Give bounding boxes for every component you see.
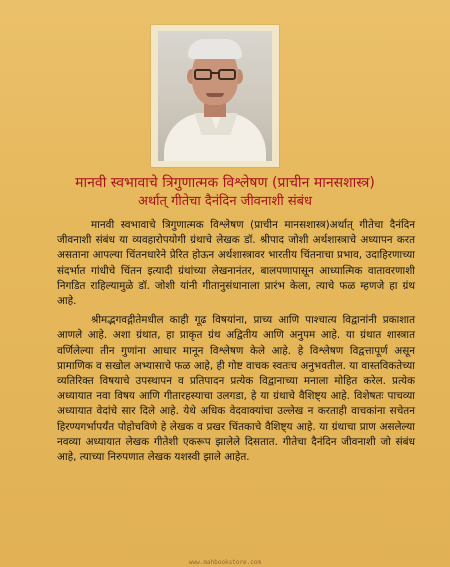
book-title: मानवी स्वभावाचे त्रिगुणात्मक विश्लेषण (प्राचीन मानसशास्त्र) — [75, 175, 375, 191]
author-photo — [158, 31, 272, 161]
author-photo-frame — [151, 25, 279, 167]
footer-watermark: www.mahbookstore.com — [188, 559, 262, 566]
blurb-text — [57, 218, 415, 465]
photo-neck — [204, 103, 226, 117]
photo-mouth — [206, 93, 224, 97]
cover-heading — [0, 174, 450, 210]
blurb-paragraph-1: मानवी स्वभावाचे त्रिगुणात्मक विश्लेषण (प्राचीन मानसशास्त्र)अर्थात् गीतेचा दैनंदिन जीवनाशी संबंध या व्यवहारोपयोगी ग्रंथाचे लेखक डॉ. श्रीपाद जोशी अर्थशास्त्राचे अध्यापन करत असताना आपल्या चिंतनधारेने प्रेरित होऊन अर्थशास्त्रावर भारतीय चिंतनाचा प्रभाव, उदाहिरणाच्या संदर्भात गांधीचे चिंतन इत्यादी ग्रंथांच्या लेखनानंतर, बालपणापासून आध्यात्मिक वातावरणाशी निगडित राहिल्यामुळे डॉ. जोशी यांनी गीतानुसंधानाला प्रारंभ केला, त्याचे फळ म्हणजे हा ग्रंथ आहे. — [57, 219, 415, 308]
book-subtitle: अर्थात् गीतेचा दैनंदिन जीवनाशी संबंध — [137, 194, 313, 209]
photo-glasses-bridge — [211, 72, 219, 74]
photo-shirt — [164, 113, 266, 161]
blurb-paragraph-2: श्रीमद्भगवद्गीतेमधील काही गूढ विषयांना, प्राच्य आणि पाश्चात्य विद्वानांनी प्रकाशात आणले आहे. अशा ग्रंथात, हा प्राकृत ग्रंथ अद्वितीय आणि अनुपम आहे. या ग्रंथात शास्त्रात वर्णिलेल्या तीन गुणांना आधार मानून विश्लेषण केले आहे. हे विश्लेषण विद्वत्तापूर्ण असून प्रामाणिक व सखोल अभ्यासाचे फळ आहे, ही गोष्ट वाचक स्वतःच अनुभवतील. या वास्तविकतेच्या व्यतिरिक्त विषयाचे उपस्थापन व प्रतिपादन प्रत्येक विद्वानाच्या मनाला मोहित करेल. प्रत्येक अध्यायात नवा विषय आणि गीतारहस्याचा उलगडा, हे या ग्रंथाचे वैशिष्ट्य आहे. विशेषतः पाचव्या अध्यायात वेदांचे सार दिले आहे. येथे अधिक वेदवाक्यांचा उल्लेख न करताही वाचकांना सचेतन हिरण्यगर्भापर्यंत पोहोचविणे हे लेखक व प्रखर चिंतकाचे वैशिष्ट्य आहे. या ग्रंथाचा प्राण असलेल्या नवव्या अध्यायात लेखक गीतेशी एकरूप झालेले दिसतात. गीतेचा दैनंदिन जीवनाशी जो संबंध आहे, त्याच्या निरुपणात लेखक यशस्वी झाले आहेत. — [57, 314, 415, 464]
photo-hair — [188, 39, 242, 59]
photo-glasses — [193, 69, 237, 81]
